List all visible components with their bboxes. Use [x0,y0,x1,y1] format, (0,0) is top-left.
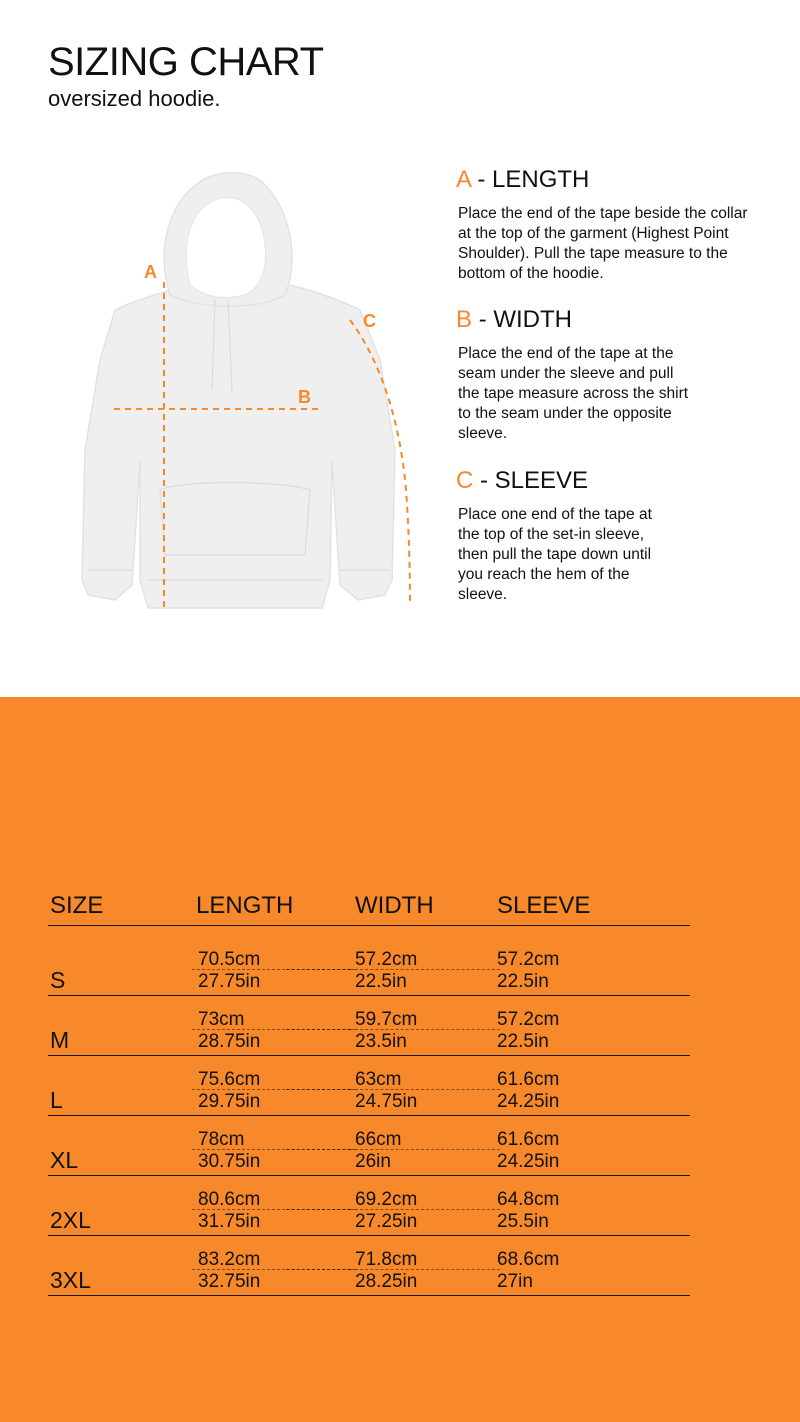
row-guide-line [350,1209,500,1210]
row-divider [48,1235,690,1236]
section-length [456,166,756,284]
header-size: SIZE [50,892,104,919]
row-guide-line [350,1029,500,1030]
size-cell: S [50,967,66,993]
length-in-cell: 27.75in [198,971,261,992]
section-text: Place the end of the tape at the seam under the sleeve and pull the tape measure across the shirt to the seam under the opposite sleeve. [458,345,689,442]
length-cm-cell: 73cm [198,1009,245,1030]
section-text: Place the end of the tape beside the collar at the top of the garment (Highest Point Shoulder). Pull the tape measure to the bottom of the hoodie. [458,205,748,282]
size-cell: L [50,1087,63,1113]
sleeve-in-cell: 22.5in [497,971,549,992]
width-in-cell: 24.75in [355,1091,418,1112]
row-guide-line [286,1089,356,1090]
width-cm-cell: 63cm [355,1069,402,1090]
size-cell: 3XL [50,1267,91,1293]
header-width: WIDTH [355,892,434,919]
sleeve-cm-cell: 57.2cm [497,1009,560,1030]
section-name: - SLEEVE [480,467,589,494]
length-cm-cell: 78cm [198,1129,245,1150]
section-heading [456,166,756,194]
header-sleeve: SLEEVE [497,892,591,919]
length-cm-cell: 75.6cm [198,1069,261,1090]
row-guide-line [286,969,356,970]
width-in-cell: 23.5in [355,1031,407,1052]
section-heading [456,467,756,495]
header-divider [48,925,690,926]
size-cell: XL [50,1147,79,1173]
row-guide-line [350,1149,500,1150]
length-in-cell: 30.75in [198,1151,261,1172]
row-guide-line [286,1209,356,1210]
row-guide-line [286,1029,356,1030]
section-heading [456,306,756,334]
page-subtitle: oversized hoodie. [48,86,221,111]
width-cm-cell: 59.7cm [355,1009,418,1030]
length-in-cell: 29.75in [198,1091,261,1112]
length-cm-cell: 80.6cm [198,1189,261,1210]
width-cm-cell: 71.8cm [355,1249,418,1270]
row-divider [48,1175,690,1176]
page-title: SIZING CHART [48,40,324,84]
sleeve-cm-cell: 57.2cm [497,949,560,970]
section-name: - LENGTH [477,166,590,193]
section-letter: B [456,306,473,333]
sleeve-in-cell: 24.25in [497,1091,560,1112]
sleeve-in-cell: 22.5in [497,1031,549,1052]
row-guide-line [286,1149,356,1150]
width-cm-cell: 69.2cm [355,1189,418,1210]
header-length: LENGTH [196,892,294,919]
section-sleeve [456,467,756,605]
length-cm-cell: 83.2cm [198,1249,261,1270]
diagram-label-a: A [144,262,157,282]
row-divider [48,995,690,996]
row-divider [48,1295,690,1296]
row-guide-line [286,1269,356,1270]
sleeve-in-cell: 24.25in [497,1151,560,1172]
sleeve-cm-cell: 61.6cm [497,1129,560,1150]
size-cell: M [50,1027,70,1053]
width-in-cell: 27.25in [355,1211,418,1232]
row-guide-line [350,1269,500,1270]
diagram-label-c: C [363,311,376,331]
section-letter: C [456,467,474,494]
width-cm-cell: 66cm [355,1129,402,1150]
hoodie-illustration [40,160,440,630]
section-name: - WIDTH [478,306,572,333]
sleeve-in-cell: 25.5in [497,1211,549,1232]
sleeve-cm-cell: 61.6cm [497,1069,560,1090]
length-in-cell: 31.75in [198,1211,261,1232]
size-table-panel [0,697,800,1422]
width-in-cell: 28.25in [355,1271,418,1292]
section-text: Place one end of the tape at the top of the set-in sleeve, then pull the tape down until you reach the hem of the sleeve. [458,506,652,603]
row-divider [48,1055,690,1056]
width-cm-cell: 57.2cm [355,949,418,970]
section-letter: A [456,166,471,193]
sleeve-cm-cell: 68.6cm [497,1249,560,1270]
row-guide-line [350,1089,500,1090]
sleeve-in-cell: 27in [497,1271,533,1292]
section-width [456,306,756,444]
width-in-cell: 22.5in [355,971,407,992]
row-divider [48,1115,690,1116]
sleeve-cm-cell: 64.8cm [497,1189,560,1210]
length-in-cell: 32.75in [198,1271,261,1292]
diagram-label-b: B [298,387,311,407]
length-in-cell: 28.75in [198,1031,261,1052]
length-cm-cell: 70.5cm [198,949,261,970]
row-guide-line [350,969,500,970]
width-in-cell: 26in [355,1151,391,1172]
size-cell: 2XL [50,1207,91,1233]
